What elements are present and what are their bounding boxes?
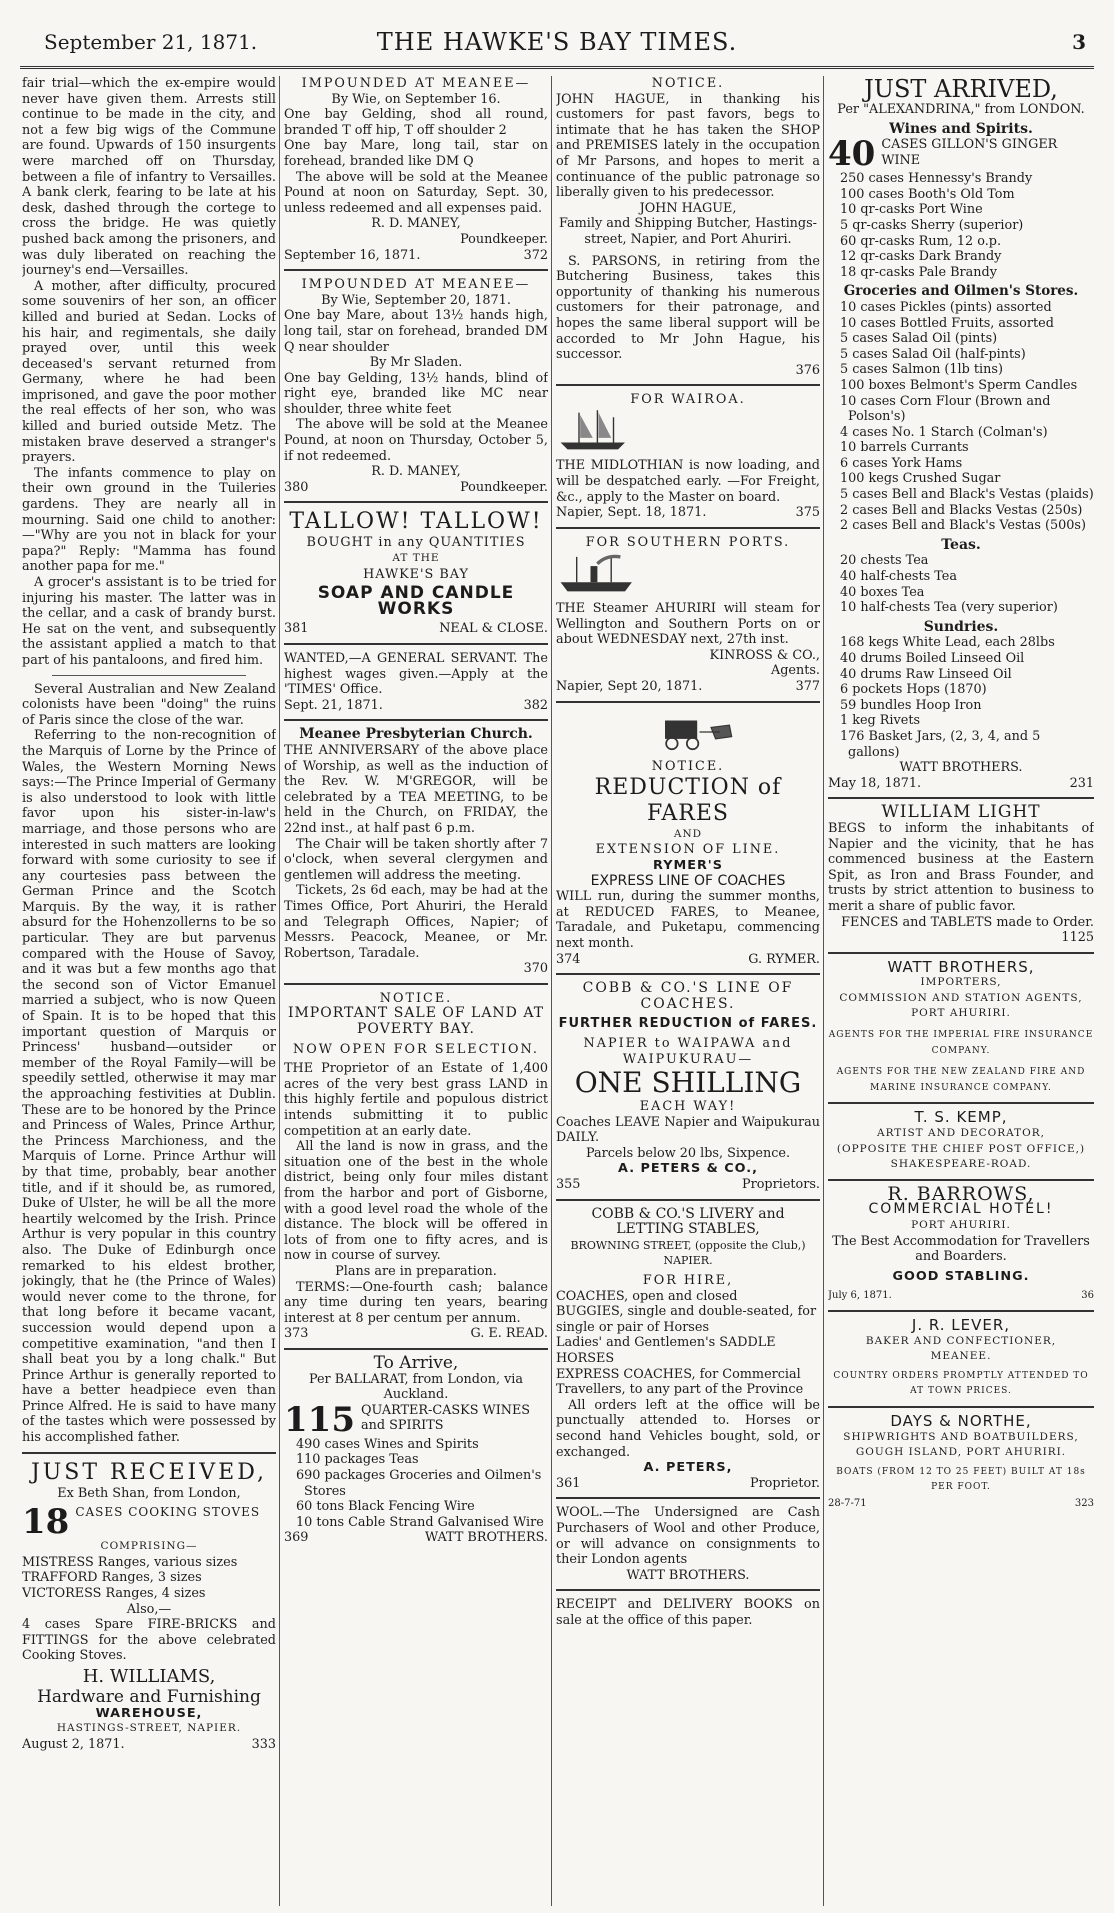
ad-line: COMMERCIAL HOTEL!: [868, 1201, 1054, 1218]
ad-heading: IMPOUNDED AT MEANEE—: [301, 76, 531, 91]
ad-sign: KINROSS & CO.,: [709, 647, 820, 663]
ad-heading: REDUCTION of FARES: [594, 774, 782, 826]
column-4: [828, 76, 1094, 1906]
ad-item: 690 packages Groceries and Oilmen's Stores: [296, 1467, 542, 1499]
ad-role: Poundkeeper.: [460, 231, 548, 247]
ad-text: One bay Gelding, 13½ hands, blind of right eye, branded like MC near shoulder, three white feet: [284, 370, 548, 417]
ad-line: MEANEE.: [930, 1350, 992, 1363]
list-item: 1 keg Rivets: [840, 713, 921, 729]
column-divider: [279, 76, 280, 1906]
ad-heading: COBB & CO.'S LINE OF COACHES.: [582, 980, 794, 1012]
ad-number-text: CASES COOKING STOVES: [75, 1505, 261, 1520]
section-heading: Groceries and Oilmen's Stores.: [843, 283, 1079, 300]
ad-number-text: QUARTER-CASKS WINES and SPIRITS: [360, 1402, 531, 1434]
ad-firm-line: Hardware and Furnishing: [37, 1687, 261, 1707]
ad-text: RECEIPT and DELIVERY BOOKS on sale at the office of this paper.: [556, 1597, 820, 1628]
list-item: 100 boxes Belmont's Sperm Candles: [840, 377, 1078, 393]
list-item: 18 qr-casks Pale Brandy: [840, 264, 997, 280]
ad-firm: WATT BROTHERS.: [424, 1530, 548, 1546]
ad-line: COMMISSION AND STATION AGENTS,: [839, 991, 1083, 1004]
advert-barrows: [828, 1179, 1094, 1304]
ad-line: AGENTS FOR THE NEW ZEALAND FIRE AND MARINE INSURANCE COMPANY.: [836, 1067, 1086, 1093]
ad-number-ref: 374: [556, 951, 581, 967]
ad-item: 60 tons Black Fencing Wire: [296, 1499, 475, 1515]
ad-notice: NOTICE.: [651, 759, 725, 775]
article-paragraph: Referring to the non-recognition of the Marquis of Lorne by the Prince of Wales, the Western Morning News says:—The Prince Imperial of Germany is also understood to look with little favor upon his sister-in-law's marriage, and those persons who are interested in such matters are looking forward with some curiosity to see if any courtesies pass between the German Prince and the Scotch Marquis. By the way, it is rather absurd for the Hohenzollerns to be so particular. They are but parvenus compared with the House of Savoy, and it was but a few months ago that the second son of Victor Emanuel married a subject, who is now Queen of Spain. It is to be hoped that this important question of Marquis or Princess' husband—outsider or member of the Royal Family—will be speedily settled, otherwise it may mar the approaching festivities at Dublin. These are to be honored by the Prince and Princess of Wales, Prince Arthur, the Princess Marchioness, and the Marquis of Lorne. Prince Arthur will by that time, probably, bear another title, and if it should be, as rumored, Duke of Ulster, he will be all the more heartily welcomed by the Irish. Prince Arthur is very popular in this country also. The Duke of Edinburgh once remarked to his eldest brother, jokingly, that he (the Prince of Wales) would never come to the throne, for that long before it became vacant, succession would depend upon a competitive examination, "and then I shall beat you by a long chalk." But Prince Arthur is generally reported to have a better headpiece even than Prince Alfred. He is said to have many of the tastes which were possessed by his accomplished father.: [22, 728, 276, 1446]
ad-address: HASTINGS-STREET, NAPIER.: [56, 1722, 242, 1735]
ad-item: MISTRESS Ranges, various sizes: [22, 1554, 238, 1570]
ad-notice: NOTICE.: [379, 990, 453, 1006]
ad-line: AGENTS FOR THE IMPERIAL FIRE INSURANCE COMPANY.: [828, 1030, 1094, 1056]
ad-date: Napier, Sept. 18, 1871.: [556, 505, 707, 521]
ad-item: EXPRESS COACHES, for Commercial Travellers, to any part of the Province: [556, 1366, 804, 1398]
ad-text: Coaches LEAVE Napier and Waipukurau DAILY.: [556, 1114, 820, 1146]
ad-item: COACHES, open and closed: [556, 1288, 738, 1304]
ad-number-ref: 380: [284, 479, 309, 495]
column-1: [22, 76, 276, 1906]
ad-line: SHIPWRIGHTS AND BOATBUILDERS,: [843, 1430, 1079, 1443]
column-divider: [551, 76, 552, 1906]
ad-text: WILL run, during the summer months, at REDUCED FARES, to Meanee, Taradale, and Puketapu, commencing next month.: [556, 889, 820, 951]
ad-heading: To Arrive,: [373, 1352, 459, 1373]
column-3: [556, 76, 820, 1906]
ad-item: VICTORESS Ranges, 4 sizes: [22, 1586, 206, 1602]
ad-number-ref: 381: [284, 621, 309, 637]
ad-heading: Meanee Presbyterian Church.: [299, 726, 533, 743]
ad-text: THE Proprietor of an Estate of 1,400 acres of the very best grass LAND in this highly fertile and populous district intends submitting it to public competition at an early date.: [284, 1061, 548, 1139]
list-item: 10 cases Pickles (pints) assorted: [840, 299, 1052, 315]
ad-line: PORT AHURIRI.: [911, 1007, 1011, 1020]
ad-number-ref: 369: [284, 1530, 309, 1546]
list-item: 40 drums Boiled Linseed Oil: [840, 651, 1025, 666]
ad-number-ref: 323: [1074, 1497, 1094, 1509]
list-item: 176 Basket Jars, (2, 3, 4, and 5 gallons): [840, 728, 1041, 760]
ad-sign: G. RYMER.: [748, 951, 820, 967]
ad-date: 28-7-71: [828, 1497, 867, 1509]
ad-text: THE Steamer AHURIRI will steam for Wellington and Southern Ports on or about WEDNESDAY next, 27th inst.: [556, 601, 820, 648]
ad-line: NAPIER to WAIPAWA and WAIPUKURAU—: [583, 1035, 793, 1067]
column-divider: [823, 76, 824, 1906]
advert-impounded-1: [284, 76, 548, 263]
ad-subheading: Per "ALEXANDRINA," from LONDON.: [837, 102, 1085, 117]
masthead-rule: [20, 66, 1094, 69]
list-item: 5 cases Salad Oil (half-pints): [840, 346, 1026, 362]
ad-text: THE ANNIVERSARY of the above place of Worship, as well as the induction of the Rev. W. M'GREGOR, will be celebrated by a TEA MEETING, to be held in the Church, on FRIDAY, the 22nd inst., at half past 6 p.m.: [284, 742, 548, 836]
ad-item: 10 tons Cable Strand Galvanised Wire: [296, 1514, 544, 1530]
list-item: 20 chests Tea: [840, 553, 929, 569]
ad-line: By Wie, on September 16.: [331, 91, 501, 107]
advert-southern-ports: [556, 527, 820, 695]
ad-line: By Wie, September 20, 1871.: [321, 292, 511, 308]
ad-line: NOW OPEN FOR SELECTION.: [293, 1041, 539, 1057]
ad-heading: R. BARROWS,: [887, 1182, 1035, 1205]
ad-heading: TALLOW! TALLOW!: [289, 509, 543, 535]
ad-text: All orders left at the office will be punctually attended to. Horses or second hand Vehicles bought, sold, or exchanged.: [556, 1397, 820, 1460]
ad-number-ref: 382: [523, 697, 548, 713]
list-item: 40 boxes Tea: [840, 584, 925, 600]
ad-line: PORT AHURIRI.: [911, 1219, 1011, 1231]
list-item: 168 kegs White Lead, each 28lbs: [840, 635, 1055, 651]
ad-line: SOAP AND CANDLE WORKS: [317, 583, 515, 619]
list-item: 250 cases Hennessy's Brandy: [840, 171, 1033, 187]
issue-date: September 21, 1871.: [44, 30, 258, 54]
ad-date: Napier, Sept 20, 1871.: [556, 679, 703, 694]
ad-text: S. PARSONS, in retiring from the Butchering Business, takes this opportunity of thanking his numerous customers for their patronage, and hopes the same liberal support will be accorded to Mr John Hague, his successor.: [556, 253, 820, 363]
ad-heading: JUST ARRIVED,: [864, 76, 1058, 103]
article-paragraph: Several Australian and New Zealand colonists have been "doing" the ruins of Paris since the close of the war.: [22, 681, 276, 728]
list-item: 60 qr-casks Rum, 12 o.p.: [840, 233, 1002, 249]
ad-line: ARTIST AND DECORATOR,: [876, 1127, 1045, 1140]
newspaper-title: THE HAWKE'S BAY TIMES.: [376, 28, 738, 56]
ad-text: THE MIDLOTHIAN is now loading, and will be despatched early. —For Freight, &c., apply to the Master on board.: [556, 458, 820, 505]
advert-tallow: [284, 501, 548, 637]
ad-heading: WATT BROTHERS,: [887, 957, 1035, 976]
ad-text: One bay Mare, about 13½ hands high, long tail, star on forehead, branded DM Q near shoulder: [284, 308, 548, 355]
list-item: 2 cases Bell and Black's Vestas (500s): [840, 518, 1086, 534]
ad-heading: COBB & CO.'S LIVERY and LETTING STABLES,: [591, 1205, 785, 1238]
ad-text: The above will be sold at the Meanee Pound at noon on Saturday, Sept. 30, unless redeemed and all expenses paid.: [284, 169, 548, 216]
ad-line: FURTHER REDUCTION of FARES.: [558, 1016, 818, 1032]
advert-john-hague: [556, 76, 820, 378]
ad-line: FENCES and TABLETS made to Order.: [841, 914, 1094, 930]
list-item: 10 qr-casks Port Wine: [840, 202, 983, 218]
ad-date: May 18, 1871.: [828, 775, 922, 791]
divider: [52, 675, 246, 676]
ad-subheading: Per BALLARAT, from London, via Auckland.: [308, 1371, 524, 1403]
ad-price: ONE SHILLING: [574, 1066, 802, 1100]
ad-text: WOOL.—The Undersigned are Cash Purchasers of Wool and other Produce, or will advance on consignments to their London agents: [556, 1505, 820, 1568]
ad-heading: JUST RECEIVED,: [30, 1459, 268, 1485]
masthead: [0, 0, 1114, 60]
ad-number-ref: 361: [556, 1475, 581, 1491]
ad-line: RYMER'S: [653, 857, 723, 873]
ad-number-ref: 231: [1069, 775, 1094, 791]
ad-number-ref: 372: [523, 247, 548, 263]
steamer-icon: [556, 550, 820, 596]
article-paragraph: The infants commence to play on their own ground in the Tuileries gardens. They are nearly all in mourning. Said one child to another:—"Why are you not in black for your papa?" Reply: "Mamma has found another papa for me.": [22, 465, 276, 575]
list-item: 10 cases Corn Flour (Brown and Polson's): [840, 393, 1051, 425]
ad-item: Ladies' and Gentlemen's SADDLE HORSES: [556, 1335, 776, 1366]
article-paragraph: fair trial—which the ex-empire would never have given them. Arrests still continue to be made in the city, and not a few big wigs of the Commune are found. Upwards of 150 insurgents were marched off on Thursday, between a file of infantry to Versailles. A bank clerk, fearing to be late at his desk, dashed through the cortege to cross the bridge. He was quietly pushed back among the prisoners, and was duly liberated on reaching the journey's end—Versailles.: [22, 76, 276, 279]
ad-line: Parcels below 20 lbs, Sixpence.: [585, 1145, 791, 1161]
article-paragraph: A mother, after difficulty, procured some souvenirs of her son, an officer killed and buried at Sedan. Locks of his hair, and regimentals, she daily prayed over, until this week deceased's servant returned from Germany, where he had been imprisoned, and gave the poor mother the real effects of her son, who was killed and buried outside Metz. The mistaken brave deserved a stranger's prayers.: [22, 278, 276, 466]
list-item: 5 cases Salad Oil (pints): [840, 331, 998, 347]
ad-sign-line: Family and Shipping Butcher, Hastings-street, Napier, and Port Ahuriri.: [559, 216, 817, 247]
ad-item: TRAFFORD Ranges, 3 sizes: [22, 1570, 202, 1586]
coach-icon: [556, 709, 820, 755]
ad-role: Proprietor.: [749, 1475, 820, 1491]
advert-wairoa: [556, 384, 820, 521]
section-heading: Wines and Spirits.: [889, 120, 1033, 137]
article-paragraph: A grocer's assistant is to be tried for injuring his master. The latter was in the cellar, and a cask of brandy burst. He sat on the vent, and subsequently the assistant applied a match to that part of his pantaloons, and fired him.: [22, 575, 276, 668]
advert-receipt-books: [556, 1589, 820, 1628]
ad-text: TERMS:—One-fourth cash; balance any time during ten years, bearing interest at 8 per centum per annum.: [284, 1279, 548, 1326]
advert-william-light: [828, 797, 1094, 945]
ad-line: EXPRESS LINE OF COACHES: [590, 872, 786, 889]
list-item: 4 cases No. 1 Starch (Colman's): [840, 424, 1048, 440]
ad-number-ref: 375: [795, 505, 820, 521]
section-heading: Teas.: [941, 536, 981, 553]
advert-watt-brothers: [828, 952, 1094, 1097]
ad-number-ref: 377: [795, 679, 820, 694]
ad-item: 490 cases Wines and Spirits: [296, 1436, 479, 1452]
ad-firm: NEAL & CLOSE.: [439, 621, 548, 637]
ad-firm: WATT BROTHERS.: [899, 760, 1023, 776]
ship-icon: [556, 408, 820, 454]
ad-line: EACH WAY!: [639, 1099, 737, 1115]
ad-number: 40: [828, 137, 876, 172]
advert-land: [284, 983, 548, 1342]
page-number: 3: [1072, 30, 1086, 54]
column-2: [284, 76, 548, 1906]
list-item: 40 half-chests Tea: [840, 569, 957, 585]
ad-number-ref: 373: [284, 1326, 309, 1342]
advert-livery: [556, 1199, 820, 1492]
section-heading: Sundries.: [923, 618, 999, 635]
ad-role: Proprietors.: [741, 1177, 820, 1193]
list-item: 10 half-chests Tea (very superior): [840, 600, 1058, 616]
ad-line: The Best Accommodation for Travellers and Boarders.: [832, 1233, 1090, 1265]
ad-text: The Chair will be taken shortly after 7 o'clock, when several clergymen and gentlemen will address the meeting.: [284, 836, 548, 883]
ad-date: September 16, 1871.: [284, 247, 421, 263]
ad-text: WANTED,—A GENERAL SERVANT. The highest wages given.—Apply at the 'TIMES' Office.: [284, 651, 548, 698]
advert-days-northe: [828, 1406, 1094, 1512]
ad-line: By Mr Sladen.: [369, 355, 463, 371]
ad-number-ref: 355: [556, 1177, 581, 1193]
advert-rymer: [556, 701, 820, 968]
ad-text: One bay Gelding, shod all round, branded T off hip, T off shoulder 2: [284, 107, 548, 138]
ad-role: Poundkeeper.: [460, 479, 548, 495]
ad-sign: R. D. MANEY,: [371, 464, 461, 480]
ad-text: All the land is now in grass, and the situation one of the best in the whole district, being only four miles distant from the harbor and port of Gisborne, with a good level road the whole of the distance. The block will be offered in lots of from one to fifty acres, and is now in course of survey.: [284, 1139, 548, 1264]
ad-item: BUGGIES, single and double-seated, for single or pair of Horses: [556, 1304, 817, 1335]
ad-date: August 2, 1871.: [22, 1736, 125, 1752]
advert-impounded-2: [284, 269, 548, 495]
list-item: 12 qr-casks Dark Brandy: [840, 249, 1002, 265]
ad-firm: A. PETERS,: [643, 1460, 733, 1476]
ad-line: IMPORTERS,: [920, 976, 1002, 989]
ad-line: SHAKESPEARE-ROAD.: [890, 1158, 1032, 1171]
list-item: 100 cases Booth's Old Tom: [840, 186, 1015, 202]
ad-comprising: COMPRISING—: [100, 1540, 198, 1553]
ad-heading: IMPOUNDED AT MEANEE—: [301, 277, 531, 293]
ad-heading: WILLIAM LIGHT: [881, 802, 1041, 823]
ad-firm-line: WAREHOUSE,: [95, 1705, 203, 1721]
advert-just-received: [22, 1452, 276, 1753]
ad-number-ref: 1125: [1061, 930, 1094, 946]
ad-text: JOHN HAGUE, in thanking his customers for past favors, begs to intimate that he has taken the SHOP and PREMISES lately in the occupation of Mr Parsons, and hopes to merit a continuance of the public patronage so liberally given to his predecessor.: [556, 91, 820, 201]
ad-date: Sept. 21, 1871.: [284, 697, 383, 713]
advert-kemp: [828, 1102, 1094, 1172]
ad-sign: R. D. MANEY,: [371, 216, 461, 232]
ad-sign: G. E. READ.: [470, 1326, 548, 1342]
ad-line: BOUGHT in any QUANTITIES: [306, 535, 526, 551]
advert-wool: [556, 1497, 820, 1583]
ad-text: 4 cases Spare FIRE-BRICKS and FITTINGS for the above celebrated Cooking Stoves.: [22, 1617, 276, 1664]
ad-also: Also,—: [126, 1601, 172, 1617]
ad-text: The above will be sold at the Meanee Pound, at noon on Thursday, October 5, if not redeemed.: [284, 417, 548, 464]
list-item: 5 qr-casks Sherry (superior): [840, 217, 1024, 233]
ad-heading: FOR WAIROA.: [630, 392, 746, 408]
ad-line: EXTENSION OF LINE.: [595, 842, 781, 858]
ad-heading: T. S. KEMP,: [914, 1108, 1008, 1127]
ad-line: BAKER AND CONFECTIONER,: [865, 1334, 1057, 1347]
ad-text: One bay Mare, long tail, star on forehead, branded like DM Q: [284, 138, 548, 169]
ad-number-ref: 370: [523, 961, 548, 977]
advert-wanted: [284, 643, 548, 713]
ad-line: FOR HIRE,: [642, 1273, 734, 1289]
list-item: 10 barrels Currants: [840, 440, 969, 456]
ad-line: COUNTRY ORDERS PROMPTLY ATTENDED TO AT TOWN PRICES.: [833, 1370, 1089, 1397]
ad-number-text: CASES GILLON'S GINGER WINE: [881, 137, 1058, 168]
ad-line: AT THE: [392, 552, 440, 565]
ad-number-ref: 333: [251, 1736, 276, 1752]
ad-role: Agents.: [770, 663, 820, 679]
list-item: 10 cases Bottled Fruits, assorted: [840, 315, 1054, 331]
ad-number: 18: [22, 1505, 70, 1540]
list-item: 100 kegs Crushed Sugar: [840, 471, 1001, 487]
ad-item: 110 packages Teas: [296, 1452, 419, 1468]
ad-line: HAWKE'S BAY: [363, 566, 469, 582]
ad-line: Plans are in preparation.: [335, 1263, 497, 1279]
ad-line: GOUGH ISLAND, PORT AHURIRI.: [855, 1446, 1067, 1459]
list-item: 5 cases Salmon (1lb tins): [840, 362, 1003, 378]
ad-notice: NOTICE.: [651, 76, 725, 91]
ad-subheading: Ex Beth Shan, from London,: [57, 1485, 241, 1501]
advert-church: [284, 719, 548, 977]
list-item: 59 bundles Hoop Iron: [840, 697, 982, 713]
ad-number-ref: 36: [1081, 1290, 1094, 1302]
ad-address: BROWNING STREET, (opposite the Club,) NAPIER.: [570, 1238, 806, 1268]
ad-line: (OPPOSITE THE CHIEF POST OFFICE,): [836, 1142, 1086, 1155]
advert-cobb-coaches: [556, 973, 820, 1193]
ad-line: GOOD STABLING.: [892, 1268, 1030, 1284]
advert-just-arrived: [828, 76, 1094, 791]
ad-number: 115: [284, 1402, 355, 1437]
ad-heading: FOR SOUTHERN PORTS.: [585, 534, 791, 550]
list-item: 2 cases Bell and Blacks Vestas (250s): [840, 502, 1083, 518]
ad-heading: DAYS & NORTHE,: [890, 1411, 1032, 1430]
ad-heading: J. R. LEVER,: [911, 1315, 1011, 1334]
ad-line: AND: [673, 827, 703, 840]
list-item: 5 cases Bell and Black's Vestas (plaids): [840, 487, 1094, 503]
ad-sign: JOHN HAGUE,: [639, 200, 737, 216]
ad-firm: H. WILLIAMS,: [82, 1666, 216, 1687]
ad-number-ref: 376: [795, 362, 820, 378]
ad-text: Tickets, 2s 6d each, may be had at the Times Office, Port Ahuriri, the Herald and Telegraph Offices, Napier; of Messrs. Peacock, Meanee, or Mr. Robertson, Taradale.: [284, 883, 548, 961]
ad-firm: A. PETERS & CO.,: [618, 1161, 758, 1177]
advert-to-arrive: [284, 1348, 548, 1546]
ad-date: July 6, 1871.: [828, 1290, 892, 1302]
ad-firm: WATT BROTHERS.: [626, 1567, 750, 1583]
ad-text: BEGS to inform the inhabitants of Napier and the vicinity, that he has commenced business at the Eastern Spit, as Iron and Brass Founder, and trusts by strict attention to business to merit a share of public favor.: [828, 820, 1094, 914]
list-item: 6 pockets Hops (1870): [840, 682, 987, 698]
advert-lever: [828, 1310, 1094, 1400]
ad-line: BOATS (FROM 12 TO 25 FEET) BUILT AT 18s PER FOOT.: [836, 1466, 1086, 1493]
list-item: 6 cases York Hams: [840, 455, 963, 471]
ad-heading: IMPORTANT SALE OF LAND AT POVERTY BAY.: [287, 1005, 545, 1038]
list-item: 40 drums Raw Linseed Oil: [840, 666, 1012, 682]
